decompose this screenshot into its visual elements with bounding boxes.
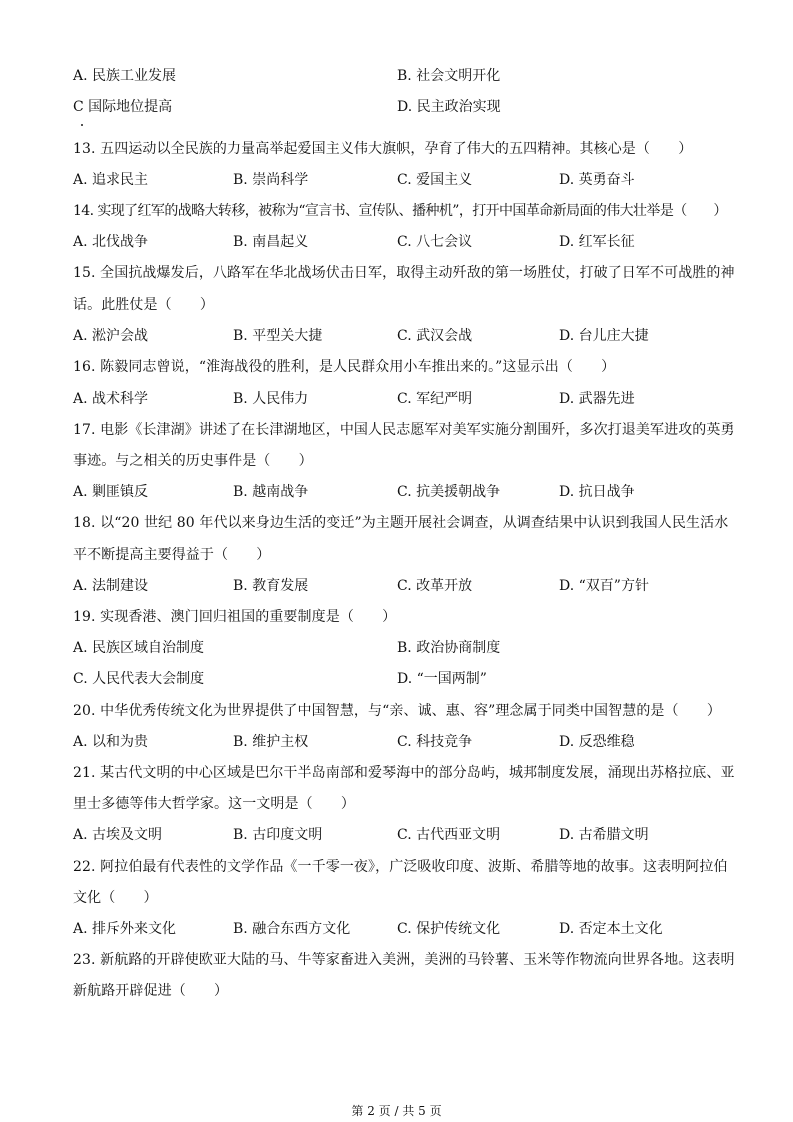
option-a: A. 排斥外来文化 [73, 921, 177, 937]
page-footer: 第 2 页 / 共 5 页 [351, 1104, 442, 1118]
option-d: D. “一国两制” [397, 671, 487, 687]
option-a: A. 追求民主 [73, 172, 149, 188]
option-b: B. 人民伟力 [233, 391, 309, 407]
prev-option-d: D. 民主政治实现 [397, 99, 501, 115]
option-b: B. 政治协商制度 [397, 640, 501, 656]
question-stem: 13. 五四运动以全民族的力量高举起爱国主义伟大旗帜，孕育了伟大的五四精神。其核心是（ ） [73, 141, 693, 157]
option-b: B. 维护主权 [233, 734, 309, 750]
question-stem-line-1: 22. 阿拉伯最有代表性的文学作品《一千零一夜》，广泛吸收印度、波斯、希腊等地的故事。这表明阿拉伯 [73, 859, 728, 875]
question-stem: 14. 实现了红军的战略大转移，被称为“宣言书、宣传队、播种机”，打开中国革命新局面的伟大壮举是（ ） [73, 203, 727, 219]
option-d: D. 红军长征 [559, 234, 635, 250]
question-stem: 20. 中华优秀传统文化为世界提供了中国智慧，与“亲、诚、惠、容”理念属于同类中国智慧的是（ ） [73, 703, 721, 719]
option-c: C. 保护传统文化 [397, 921, 501, 937]
stray-mark [81, 124, 83, 126]
option-b: B. 融合东西方文化 [233, 921, 351, 937]
question-stem-line-2: 平不断提高主要得益于（ ） [73, 547, 271, 563]
question-stem: 19. 实现香港、澳门回归祖国的重要制度是（ ） [73, 609, 397, 625]
option-c: C. 改革开放 [397, 578, 473, 594]
option-b: B. 崇尚科学 [233, 172, 309, 188]
option-d: D. 英勇奋斗 [559, 172, 635, 188]
option-c: C. 人民代表大会制度 [73, 671, 205, 687]
option-c: C. 科技竞争 [397, 734, 473, 750]
question-stem-line-2: 事迹。与之相关的历史事件是（ ） [73, 453, 313, 469]
option-a: A. 法制建设 [73, 578, 149, 594]
question-stem-line-1: 18. 以“20 世纪 80 年代以来身边生活的变迁”为主题开展社会调查，从调查结果中认识到我国人民生活水 [73, 515, 729, 531]
option-d: D. 武器先进 [559, 391, 635, 407]
question-stem-line-1: 23. 新航路的开辟使欧亚大陆的马、牛等家畜进入美洲，美洲的马铃薯、玉米等作物流向世界各地。这表明 [73, 952, 735, 968]
option-a: A. 剿匪镇反 [73, 484, 149, 500]
question-stem-line-2: 新航路开辟促进（ ） [73, 983, 229, 999]
option-a: A. 北伐战争 [73, 234, 149, 250]
option-a: A. 以和为贵 [73, 734, 149, 750]
question-stem-line-2: 文化（ ） [73, 890, 158, 906]
option-a: A. 古埃及文明 [73, 827, 163, 843]
option-a: A. 淞沪会战 [73, 328, 149, 344]
question-stem-line-1: 21. 某古代文明的中心区域是巴尔干半岛南部和爱琴海中的部分岛屿，城邦制度发展，涌现出苏格拉底、亚 [73, 765, 735, 781]
option-d: D. 否定本土文化 [559, 921, 663, 937]
option-c: C. 武汉会战 [397, 328, 473, 344]
option-d: D. 古希腊文明 [559, 827, 649, 843]
prev-option-b: B. 社会文明开化 [397, 68, 501, 84]
prev-option-c: C 国际地位提高 [73, 99, 173, 115]
question-stem: 16. 陈毅同志曾说，“淮海战役的胜利，是人民群众用小车推出来的。”这显示出（ ） [73, 359, 616, 375]
option-b: B. 教育发展 [233, 578, 309, 594]
option-d: D. 反恐维稳 [559, 734, 635, 750]
option-b: B. 平型关大捷 [233, 328, 323, 344]
option-c: C. 爱国主义 [397, 172, 473, 188]
option-b: B. 古印度文明 [233, 827, 323, 843]
option-c: C. 抗美援朝战争 [397, 484, 501, 500]
option-c: C. 八七会议 [397, 234, 473, 250]
question-stem-line-2: 里士多德等伟大哲学家。这一文明是（ ） [73, 796, 355, 812]
option-c: C. 古代西亚文明 [397, 827, 501, 843]
prev-option-a: A. 民族工业发展 [73, 68, 177, 84]
question-stem-line-1: 17. 电影《长津湖》讲述了在长津湖地区，中国人民志愿军对美军实施分割围歼，多次打退美军进攻的英勇 [73, 422, 735, 438]
option-b: B. 越南战争 [233, 484, 309, 500]
option-d: D. 抗日战争 [559, 484, 635, 500]
question-stem-line-1: 15. 全国抗战爆发后，八路军在华北战场伏击日军，取得主动歼敌的第一场胜仗，打破了日军不可战胜的神 [73, 265, 735, 281]
option-a: A. 民族区域自治制度 [73, 640, 205, 656]
option-b: B. 南昌起义 [233, 234, 309, 250]
option-d: D. 台儿庄大捷 [559, 328, 649, 344]
question-stem-line-2: 话。此胜仗是（ ） [73, 297, 214, 313]
option-c: C. 军纪严明 [397, 391, 473, 407]
option-a: A. 战术科学 [73, 391, 149, 407]
option-d: D. “双百”方针 [559, 578, 649, 594]
